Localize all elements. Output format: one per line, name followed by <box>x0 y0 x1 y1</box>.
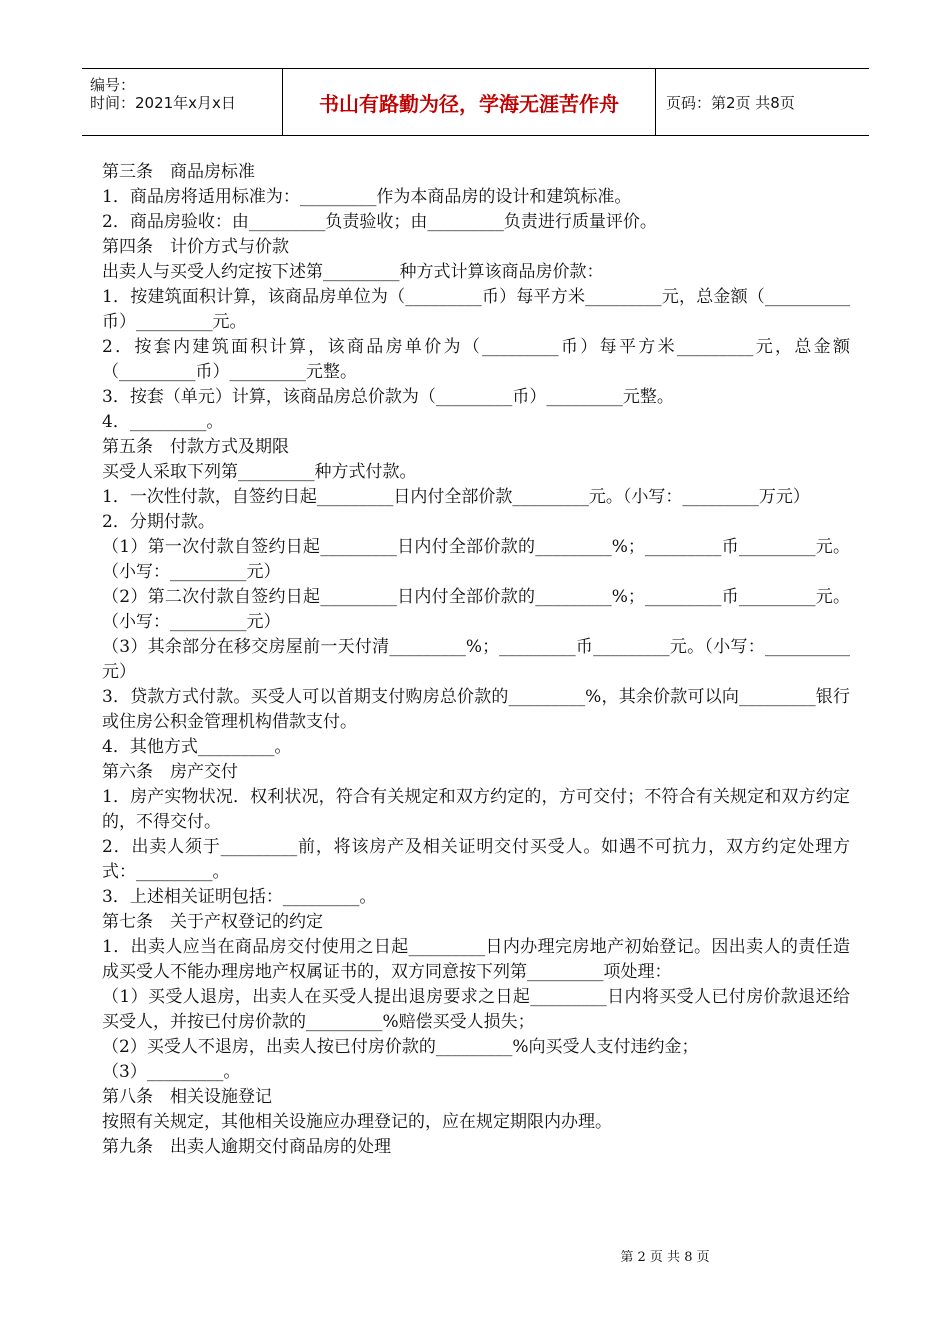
contract-body <box>102 160 850 1160</box>
contract-paragraph: 第三条 商品房标准 <box>102 162 255 182</box>
page-footer <box>0 1246 950 1265</box>
contract-paragraph: （1）买受人退房，出卖人在买受人提出退房要求之日起_________日内将买受人已付房价款退还给买受人，并按已付房价款的_________%赔偿买受人损失； <box>102 987 850 1032</box>
contract-paragraph: 3．按套（单元）计算，该商品房总价款为（_________币）_________元整。 <box>102 387 674 407</box>
header-meta <box>82 69 282 135</box>
document-time-label: 时间：2021年x月x日 <box>90 94 236 112</box>
contract-paragraph: 1．出卖人应当在商品房交付使用之日起_________日内办理完房地产初始登记。因出卖人的责任造成买受人不能办理房地产权属证书的，双方同意按下列第_________项处理： <box>102 937 850 982</box>
page-header <box>82 68 869 136</box>
contract-paragraph: 买受人采取下列第_________种方式付款。 <box>102 462 417 482</box>
contract-paragraph: （1）第一次付款自签约日起_________日内付全部价款的_________%；_________币_________元。（小写：_________元） <box>102 537 850 582</box>
contract-paragraph: （2）买受人不退房，出卖人按已付房价款的_________%向买受人支付违约金； <box>102 1037 699 1057</box>
contract-paragraph: 1．商品房将适用标准为：_________作为本商品房的设计和建筑标准。 <box>102 187 632 207</box>
contract-paragraph: （2）第二次付款自签约日起_________日内付全部价款的_________%；_________币_________元。（小写：_________元） <box>102 587 850 632</box>
header-motto: 书山有路勤为径，学海无涯苦作舟 <box>282 69 656 135</box>
contract-paragraph: 4．_________。 <box>102 412 224 432</box>
contract-paragraph: 出卖人与买受人约定按下述第_________种方式计算该商品房价款： <box>102 262 604 282</box>
contract-paragraph: 第八条 相关设施登记 <box>102 1087 272 1107</box>
header-page-info: 页码：第2页 共8页 <box>666 93 795 112</box>
contract-paragraph: 3．上述相关证明包括：_________。 <box>102 887 377 907</box>
contract-paragraph: 4．其他方式_________。 <box>102 737 292 757</box>
contract-paragraph: 第五条 付款方式及期限 <box>102 437 289 457</box>
contract-paragraph: 3．贷款方式付款。买受人可以首期支付购房总价款的_________%，其余价款可以向_________银行或住房公积金管理机构借款支付。 <box>102 687 850 732</box>
contract-paragraph: 按照有关规定，其他相关设施应办理登记的，应在规定期限内办理。 <box>102 1112 612 1132</box>
document-number-label: 编号： <box>90 76 136 94</box>
contract-paragraph: 2．分期付款。 <box>102 512 215 532</box>
footer-page-number: 第 2 页 共 8 页 <box>620 1250 710 1265</box>
contract-paragraph: 第七条 关于产权登记的约定 <box>102 912 323 932</box>
contract-paragraph: 第四条 计价方式与价款 <box>102 237 289 257</box>
contract-paragraph: 2．商品房验收：由_________负责验收；由_________负责进行质量评价。 <box>102 212 657 232</box>
contract-paragraph: （3）_________。 <box>102 1062 241 1082</box>
contract-paragraph: 1．一次性付款，自签约日起_________日内付全部价款_________元。（小写：_________万元） <box>102 487 810 507</box>
contract-paragraph: 第六条 房产交付 <box>102 762 238 782</box>
contract-paragraph: 1．按建筑面积计算，该商品房单位为（_________币）每平方米_________元，总金额（__________币）_________元。 <box>102 287 850 332</box>
contract-paragraph: 1．房产实物状况．权利状况，符合有关规定和双方约定的，方可交付；不符合有关规定和双方约定的，不得交付。 <box>102 787 850 832</box>
contract-paragraph: 2．出卖人须于_________前，将该房产及相关证明交付买受人。如遇不可抗力，双方约定处理方式：_________。 <box>102 837 850 882</box>
contract-paragraph: 第九条 出卖人逾期交付商品房的处理 <box>102 1137 391 1157</box>
contract-paragraph: 2．按套内建筑面积计算，该商品房单价为（_________币）每平方米_________元，总金额（_________币）_________元整。 <box>102 337 850 382</box>
contract-paragraph: （3）其余部分在移交房屋前一天付清_________%；_________币_________元。（小写：__________元） <box>102 637 850 682</box>
